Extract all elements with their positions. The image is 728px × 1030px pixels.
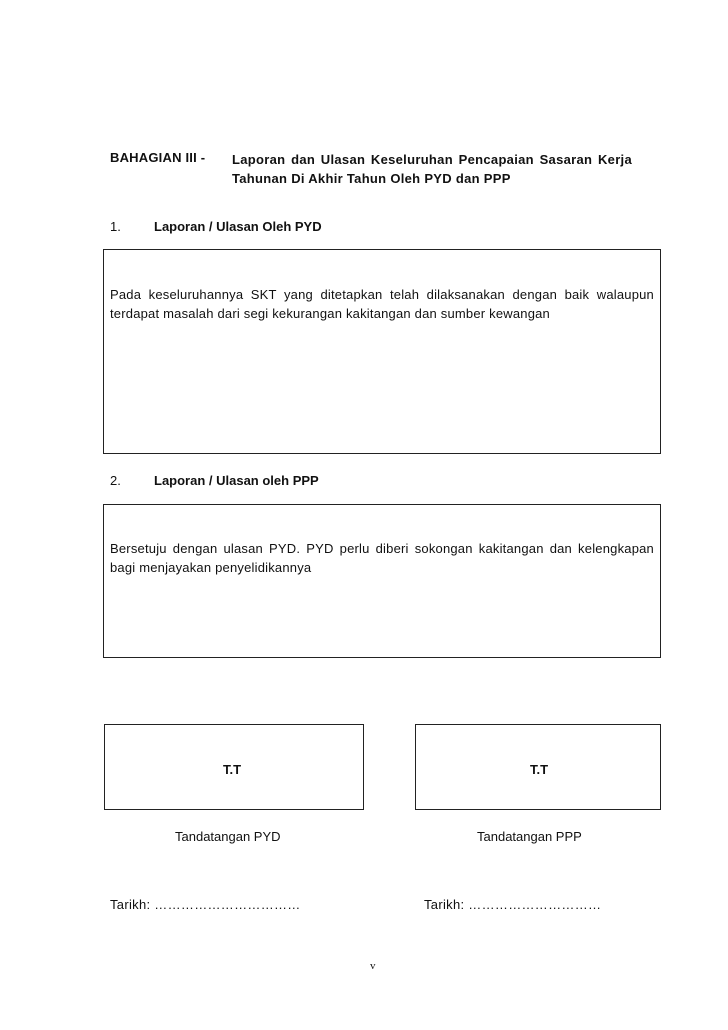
section-2-title: Laporan / Ulasan oleh PPP [154, 473, 319, 488]
section-1-number: 1. [110, 219, 121, 234]
ppp-signature-mark: T.T [530, 762, 549, 777]
pyd-signature-mark: T.T [223, 762, 242, 777]
ppp-signature-label: Tandatangan PPP [477, 829, 582, 844]
pyd-signature-box [104, 724, 364, 810]
pyd-report-text: Pada keseluruhannya SKT yang ditetapkan telah dilaksanakan dengan baik walaupun terdapat masalah dari segi kekurangan kakitangan dan sumber kewangan [110, 287, 654, 321]
pyd-date-field: Tarikh: …………………………… [110, 897, 301, 912]
section-1-title: Laporan / Ulasan Oleh PYD [154, 219, 322, 234]
pyd-signature-label: Tandatangan PYD [175, 829, 281, 844]
pyd-report-box [103, 249, 661, 454]
ppp-signature-box [415, 724, 661, 810]
section-heading-label: BAHAGIAN III - [110, 150, 206, 165]
section-2-number: 2. [110, 473, 121, 488]
ppp-report-text: Bersetuju dengan ulasan PYD. PYD perlu diberi sokongan kakitangan dan kelengkapan bagi menjayakan penyelidikannya [110, 541, 654, 575]
ppp-date-field: Tarikh: ………………………… [424, 897, 602, 912]
section-heading-title: Laporan dan Ulasan Keseluruhan Pencapaian Sasaran Kerja Tahunan Di Akhir Tahun Oleh PYD dan PPP [232, 152, 632, 186]
ppp-report-box [103, 504, 661, 658]
page-number: v [370, 960, 376, 972]
